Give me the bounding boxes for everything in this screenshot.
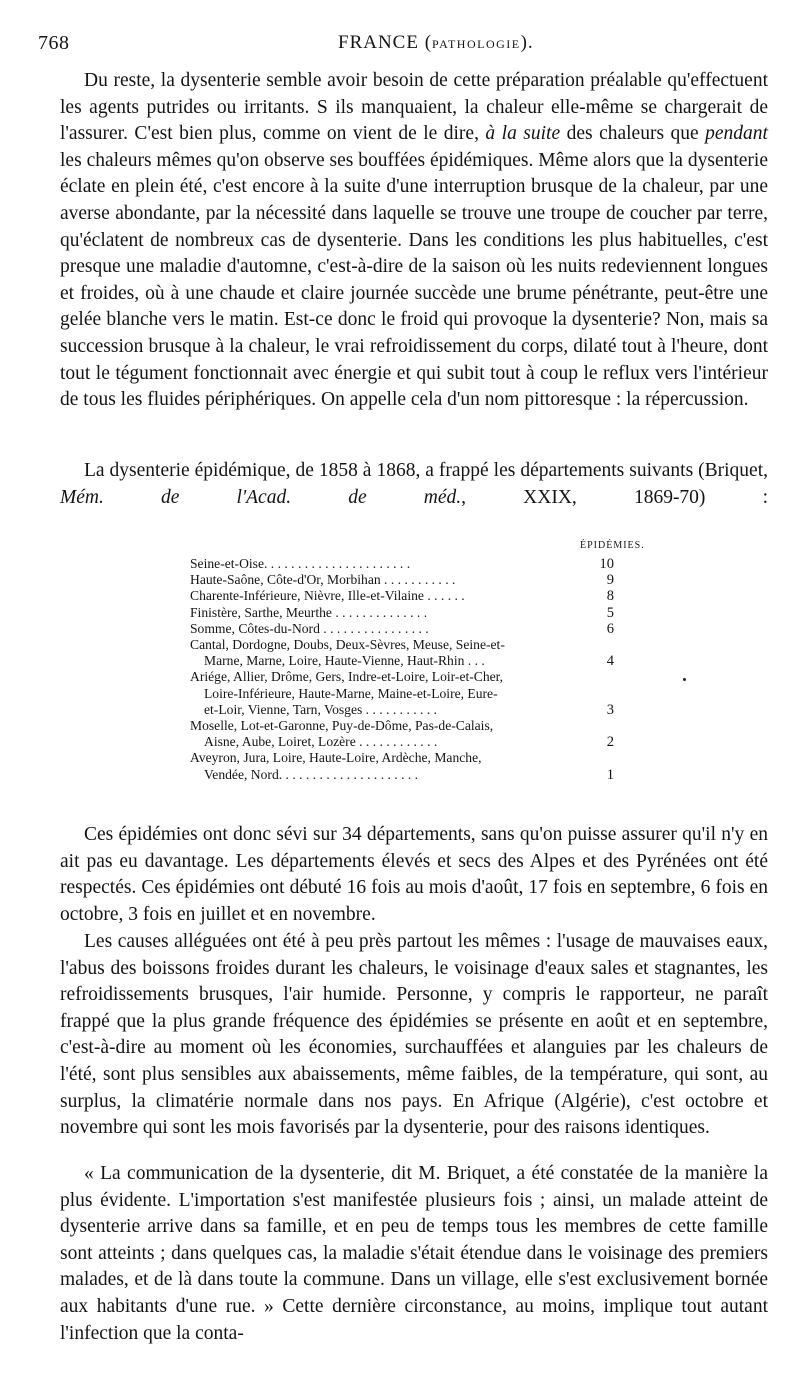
- paragraph-4: Les causes alléguées ont été à peu près partout les mêmes : l'usage de mauvaises eaux, l'abus des boissons froides durant les chaleurs, le voisinage d'eaux sales et stagnantes, les refroidissements brusques, l'air humide. Personne, y compris le rapporteur, ne paraît frappé que la plus grande fréquence des épidémies se présente en août et en septembre, c'est-à-dire au moment où les économies, surchauffées et alanguies par les chaleurs de l'été, sont plus sensibles aux abaissements, même faibles, de la température, qui sont, au surplus, la climatérie normale dans nos pays. En Afrique (Algérie), c'est octobre et novembre qui sont les mois favorisés par la dysenterie, pour des raisons identiques.: [60, 931, 768, 1139]
- table-row-label: Somme, Côtes-du-Nord . . . . . . . . . . . . . . . .: [190, 620, 429, 636]
- table-row-count: 8: [606, 588, 614, 605]
- table-row-label: Moselle, Lot-et-Garonne, Puy-de-Dôme, Pas-de-Calais,: [190, 718, 494, 734]
- table-column-header: ÉPIDÉMIES.: [580, 540, 645, 551]
- departments-table: [190, 556, 618, 783]
- table-row: [190, 572, 618, 588]
- running-head: [338, 32, 534, 54]
- table-row: [190, 669, 618, 718]
- table-row-label: Aveyron, Jura, Loire, Haute-Loire, Ardèche, Manche,: [190, 750, 482, 766]
- table-row-count: 1: [606, 766, 614, 783]
- running-head-main: FRANCE (: [338, 32, 433, 53]
- paragraph-1-text-c: les chaleurs mêmes qu'on observe ses bouffées épidémiques. Même alors que la dysenterie éclate en plein été, c'est encore à la suite d'une interruption brusque de la chaleur, par une averse abondante, par la nécessité dans laquelle se trouve une troupe de coucher par terre, qu'éclatent de nombreux cas de dysenterie. Dans les conditions les plus habituelles, c'est presque une maladie d'automne, c'est-à-dire de la saison où les nuits redeviennent longues et froides, où à une chaude et claire journée succède une brume pénétrante, peut-être une gelée blanche vers le matin. Est-ce donc le froid qui provoque la dysenterie? Non, mais sa succession brusque à la chaleur, le vrai refroidissement du corps, dilaté tout à l'heure, dont tout le tégument fonctionnait avec énergie et qui subit tout à coup le reflux vers l'intérieur de tous les fluides périphériques. On appelle cela d'un nom pittoresque : la répercussion.: [60, 149, 768, 411]
- page-header: [38, 32, 770, 58]
- table-row-label: Ariége, Allier, Drôme, Gers, Indre-et-Loire, Loir-et-Cher,: [190, 669, 504, 685]
- table-row-label: Aisne, Aube, Loiret, Lozère . . . . . . . . . . . .: [204, 734, 438, 750]
- table-row-count: 3: [606, 701, 614, 718]
- table-row: [190, 718, 618, 750]
- table-row: [190, 588, 618, 604]
- table-row-label: Marne, Marne, Loire, Haute-Vienne, Haut-Rhin . . .: [204, 653, 485, 669]
- table-row: [190, 556, 618, 572]
- paragraph-1-text-a: Du reste, la dysenterie semble avoir besoin de cette préparation préalable qu'effectuent les agents putrides ou irritants. S ils manquaient, la chaleur elle-même se chargerait de l'assurer. C'est bien plus, comme on vient de le dire,: [60, 70, 768, 145]
- table-row-count: 9: [606, 572, 614, 589]
- table-row-label: Seine-et-Oise. . . . . . . . . . . . . . . . . . . . . .: [190, 556, 411, 571]
- page-number: 768: [38, 32, 70, 54]
- running-head-subject: PATHOLOGIE: [432, 37, 521, 51]
- table-row: [190, 637, 618, 669]
- table-row-label: Haute-Saône, Côte-d'Or, Morbihan . . . . . . . . . . .: [190, 572, 456, 588]
- paragraph-3: Ces épidémies ont donc sévi sur 34 départements, sans qu'on puisse assurer qu'il n'y en ait pas eu davantage. Les départements élevés et secs des Alpes et des Pyrénées ont été respectés. Ces épidémies ont débuté 16 fois au mois d'août, 17 fois en septembre, 6 fois en octobre, 3 fois en juillet et en novembre.: [60, 824, 768, 925]
- paragraph-2: [60, 458, 768, 511]
- table-row-count: 10: [599, 556, 614, 572]
- paragraph-2-citation: Mém. de l'Acad. de méd.: [60, 486, 462, 508]
- table-row-count: 6: [606, 620, 614, 637]
- table-row-label: Finistère, Sarthe, Meurthe . . . . . . . . . . . . . .: [190, 604, 428, 620]
- running-head-end: ).: [520, 32, 534, 53]
- table-row-count: 4: [606, 653, 614, 670]
- paragraph-2-text-a: La dysenterie épidémique, de 1858 à 1868, a frappé les départements suivants (Briquet,: [84, 460, 768, 481]
- paragraph-1: [60, 68, 768, 414]
- table-row: [190, 605, 618, 621]
- paragraph-1-emphasis-2: pendant: [705, 123, 768, 145]
- table-row-label: et-Loir, Vienne, Tarn, Vosges . . . . . . . . . . .: [204, 701, 438, 717]
- table-row-count: 2: [606, 734, 614, 751]
- table-row-count: 5: [606, 604, 614, 621]
- table-row: [190, 621, 618, 637]
- table-row-label: Vendée, Nord. . . . . . . . . . . . . . . . . . . . .: [204, 766, 419, 782]
- paragraph-5: « La communication de la dysenterie, dit M. Briquet, a été constatée de la manière la plus évidente. L'importation s'est manifestée plusieurs fois ; ainsi, un malade atteint de dysenterie arrive dans sa famille, et en peu de temps tous les membres de cette famille sont atteints ; dans quelques cas, la maladie s'était étendue dans le voisinage des premiers malades, et de là dans toute la commune. Dans un village, elle s'est exclusivement bornée aux habitants d'une rue. » Cette dernière circonstance, au moins, implique tout autant l'infection que la conta-: [60, 1163, 768, 1344]
- table-row-label: Cantal, Dordogne, Doubs, Deux-Sèvres, Meuse, Seine-et-: [190, 637, 505, 653]
- print-speck: [683, 678, 686, 681]
- paragraph-1-text-b: des chaleurs que: [560, 123, 706, 145]
- paragraph-2-text-b: , XXIX, 1869-70) :: [461, 486, 768, 508]
- table-row-label: Charente-Inférieure, Nièvre, Ille-et-Vilaine . . . . . .: [190, 588, 465, 604]
- paragraph-1-emphasis-1: à la suite: [485, 123, 561, 145]
- table-row-label: Loire-Inférieure, Haute-Marne, Maine-et-Loire, Eure-: [204, 685, 498, 701]
- table-row: [190, 750, 618, 782]
